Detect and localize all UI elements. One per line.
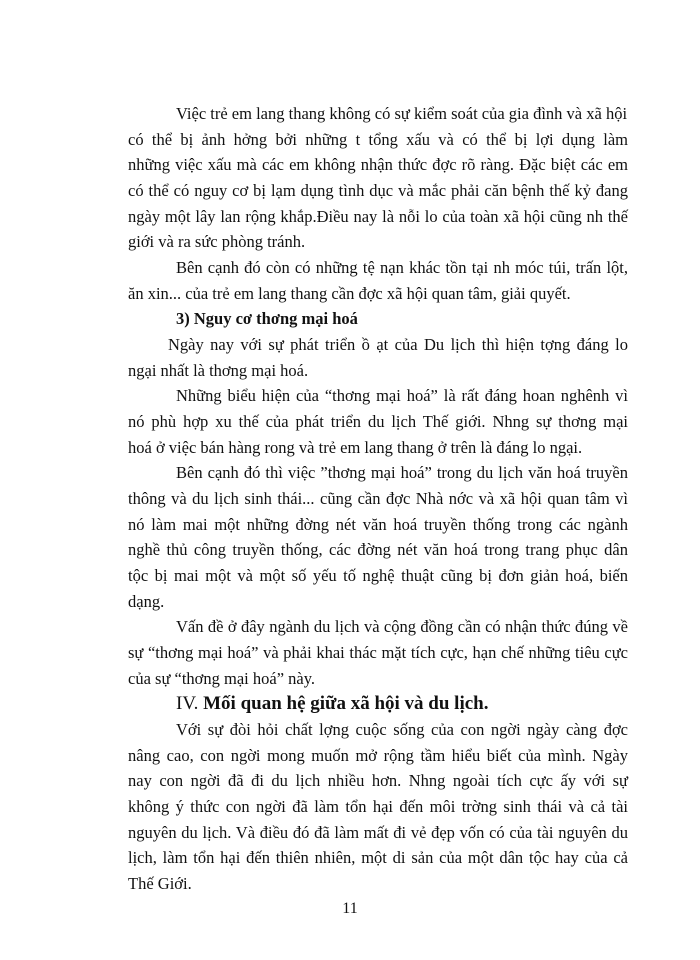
text-line: lịch, làm tổn hại đến thiên nhiên, một di sản của một dân tộc hay của cả: [128, 848, 628, 867]
text-line: Việc trẻ em lang thang không có sự kiểm soát của gia đình và xã hội: [176, 104, 628, 123]
text-line: Bên cạnh đó còn có những tệ nạn khác tồn tại nh móc túi, trấn lột,: [176, 258, 628, 277]
text-line: của sự “thơng mại hoá” này.: [128, 669, 316, 688]
text-line: ăn xin... của trẻ em lang thang cần đợc xã hội quan tâm, giải quyết.: [128, 284, 571, 303]
text-line: không ý thức con ngời đã làm tổn hại đến môi trờng sinh thái và cả tài: [128, 797, 628, 816]
text-line: Bên cạnh đó thì việc ”thơng mại hoá” trong du lịch văn hoá truyền: [176, 463, 628, 482]
text-line: nay con ngời đã đi du lịch nhiều hơn. Nhng ngoài tích cực ấy với sự: [128, 771, 628, 790]
text-line: nguyên du lịch. Và điều đó đã làm mất đi vẻ đẹp vốn có của tài nguyên du: [128, 823, 628, 842]
text-line: nó phù hợp xu thế của phát triển du lịch Thế giới. Nhng sự thơng mại: [128, 412, 628, 431]
text-line: Ngày nay với sự phát triển ồ ạt của Du lịch thì hiện tợng đáng lo: [168, 335, 628, 354]
text-line: có thể có nguy cơ bị lạm dụng tình dục và mắc phải căn bệnh thế kỷ đang: [128, 181, 628, 200]
text-line: nó làm mai một những đờng nét văn hoá truyền thống trong các ngành: [128, 515, 628, 534]
text-line: nghề thủ công truyền thống, các đờng nét văn hoá trong trang phục dân: [128, 540, 628, 559]
text-line: nâng cao, con ngời mong muốn mở rộng tầm hiểu biết của mình. Ngày: [128, 746, 628, 765]
text-line: những việc xấu mà các em không nhận thức đợc rõ ràng. Đặc biệt các em: [128, 155, 628, 174]
page-number: 11: [342, 900, 358, 917]
section-numeral: IV.: [176, 693, 199, 714]
text-line: thông và du lịch sinh thái... cũng cần đợc Nhà nớc và xã hội quan tâm vì: [128, 489, 628, 508]
text-line: tộc bị mai một và một số yếu tố nghệ thuật cũng bị đơn giản hoá, biến: [128, 566, 628, 585]
text-line: ngày một lây lan rộng khắp.Điều nay là nỗi lo của toàn xã hội cũng nh thế: [128, 207, 628, 226]
text-line: hoá ở việc bán hàng rong và trẻ em lang thang ở trên là đáng lo ngại.: [128, 438, 583, 457]
section-heading: [176, 692, 628, 716]
section-subheading: 3) Nguy cơ thơng mại hoá: [176, 309, 358, 328]
text-line: dạng.: [128, 592, 165, 611]
text-line: Với sự đòi hỏi chất lợng cuộc sống của con ngời ngày càng đợc: [176, 720, 628, 739]
text-line: ngại nhất là thơng mại hoá.: [128, 361, 309, 380]
text-line: Thế Giới.: [128, 874, 192, 893]
text-line: giới và ra sức phòng tránh.: [128, 232, 306, 251]
text-line: có thể bị ảnh hởng bởi những t tổng xấu và có thể bị lợi dụng làm: [128, 130, 628, 149]
section-title: Mối quan hệ giữa xã hội và du lịch.: [203, 693, 489, 714]
text-line: Những biểu hiện của “thơng mại hoá” là rất đáng hoan nghênh vì: [176, 386, 628, 405]
text-line: Vấn đề ở đây ngành du lịch và cộng đồng cần có nhận thức đúng về: [176, 617, 628, 636]
text-line: sự “thơng mại hoá” và phải khai thác mặt tích cực, hạn chế những tiêu cực: [128, 643, 628, 662]
